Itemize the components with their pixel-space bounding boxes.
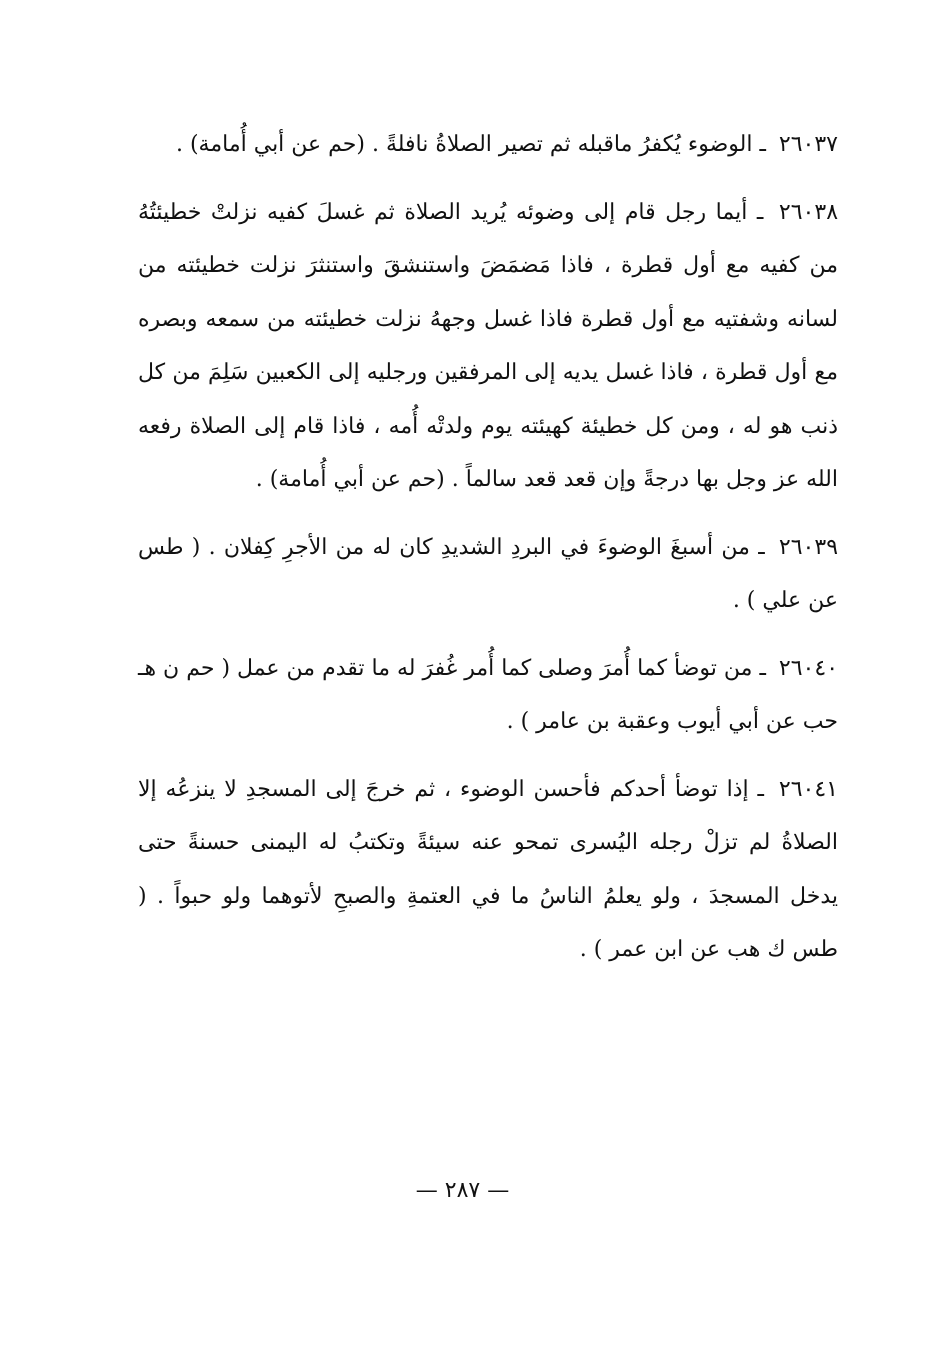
hadith-number: ٢٦٠٣٨ (778, 199, 839, 225)
hadith-number: ٢٦٠٣٩ (778, 534, 839, 560)
hadith-entry (138, 763, 838, 977)
hadith-text: ـ إذا توضأ أحدكم فأحسن الوضوء ، ثم خرجَ إلى المسجدِ لا ينزعُه إلا الصلاةُ لم تزلْ رجله اليُسرى تمحو عنه سيئةً وتكتبُ له اليمنى حسنةً حتى يدخل المسجدَ ، ولو يعلمُ الناسُ ما في العتمةِ والصبحِ لأتوهما ولو حبواً . ( طس ك هب عن ابن عمر ) . (138, 776, 838, 962)
hadith-entry (138, 186, 838, 507)
hadith-entry (138, 118, 838, 172)
hadith-entry (138, 521, 838, 628)
page-number: — ٢٨٧ — (415, 1178, 510, 1203)
hadith-text: ـ من أسبغَ الوضوءَ في البردِ الشديدِ كان له من الأجرِ كِفلان . ( طس عن علي ) . (138, 534, 838, 613)
hadith-number: ٢٦٠٤١ (778, 776, 838, 802)
hadith-entry (138, 642, 838, 749)
hadith-list (138, 118, 838, 991)
hadith-text: ـ من توضأ كما أُمرَ وصلى كما أُمر غُفرَ له ما تقدم من عمل ( حم ن هـ حب عن أبي أيوب وعقبة بن عامر ) . (138, 655, 838, 734)
hadith-number: ٢٦٠٣٧ (778, 132, 838, 157)
hadith-text: ـ الوضوء يُكفرُ ماقبله ثم تصير الصلاةُ نافلةً . (حم عن أبي أُمامة) . (175, 132, 766, 157)
hadith-number: ٢٦٠٤٠ (778, 655, 839, 681)
hadith-text: ـ أيما رجل قام إلى وضوئه يُريد الصلاة ثم غسلَ كفيه نزلتْ خطيئتُهُ من كفيه مع أول قطرة ، فاذا مَضمَضَ واستنشقَ واستنثرَ نزلت خطيئته من لسانه وشفتيه مع أول قطرة فاذا غسل وجههُ نزلت خطيئته من سمعه وبصره مع أول قطرة ، فاذا غسل يديه إلى المرفقين ورجليه إلى الكعبين سَلِمَ من كل ذنب هو له ، ومن كل خطيئة كهيئته يوم ولدتْه أُمه ، فاذا قام إلى الصلاة رفعه الله عز وجل بها درجةً وإن قعد قعد سالماً . (حم عن أبي أُمامة) . (138, 199, 838, 492)
